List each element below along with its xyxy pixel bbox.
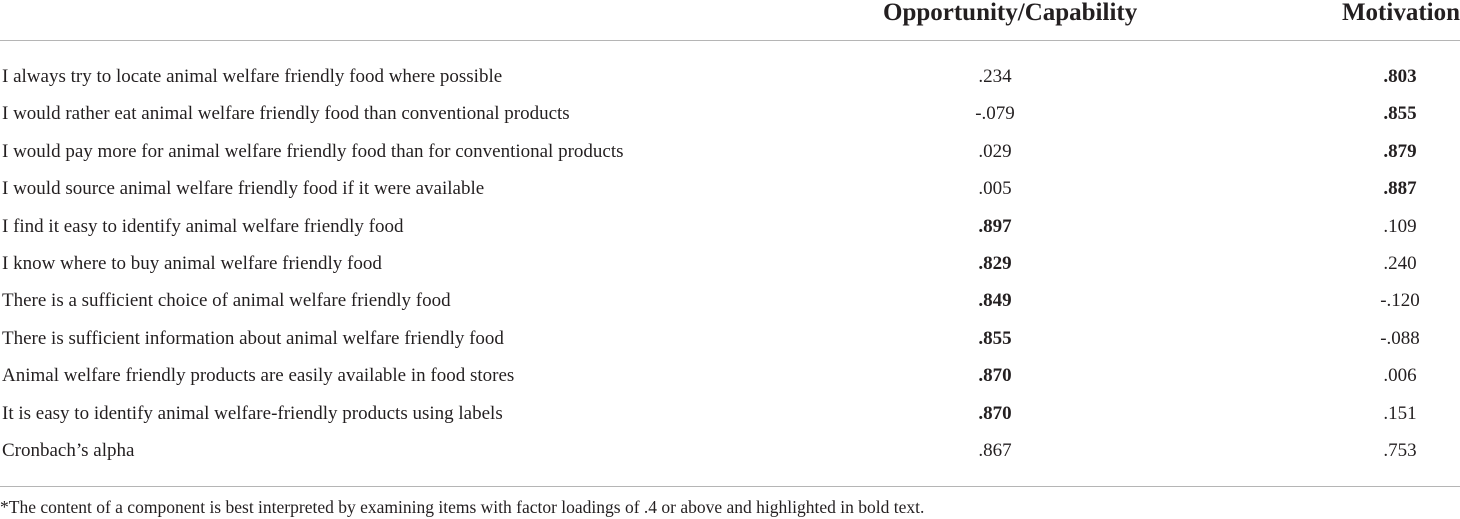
row-label: It is easy to identify animal welfare-friendly products using labels <box>2 402 503 424</box>
opportunity-capability-cell: .870 <box>978 402 1012 424</box>
row-label: I would pay more for animal welfare friendly food than for conventional products <box>2 140 624 162</box>
table-row <box>0 170 1460 207</box>
opportunity-capability-cell: .897 <box>978 215 1012 237</box>
column-header-opportunity-capability: Opportunity/Capability <box>883 0 1138 26</box>
motivation-cell: .240 <box>1383 253 1417 274</box>
opportunity-capability-cell: -.079 <box>975 103 1015 125</box>
column-header-motivation: Motivation <box>1341 0 1460 26</box>
opportunity-capability-cell: .029 <box>978 140 1012 162</box>
motivation-cell: .006 <box>1383 365 1417 387</box>
opportunity-capability-cell: .870 <box>978 365 1012 387</box>
header-rule <box>0 40 1460 41</box>
opportunity-capability-cell: .234 <box>978 66 1012 87</box>
table-row <box>0 432 1460 469</box>
table-row <box>0 357 1460 394</box>
table-row <box>0 133 1460 170</box>
motivation-cell: .887 <box>1383 178 1417 200</box>
motivation-cell: -.120 <box>1380 290 1420 312</box>
table-row <box>0 58 1460 95</box>
opportunity-capability-cell: .829 <box>978 253 1012 274</box>
row-label: Animal welfare friendly products are easily available in food stores <box>2 365 515 387</box>
motivation-cell: .879 <box>1383 140 1417 162</box>
motivation-cell: .803 <box>1383 66 1417 87</box>
opportunity-capability-cell: .867 <box>978 440 1012 461</box>
row-label: I would source animal welfare friendly food if it were available <box>2 178 485 200</box>
row-label: There is a sufficient choice of animal welfare friendly food <box>2 290 451 312</box>
opportunity-capability-cell: .849 <box>978 290 1012 312</box>
opportunity-capability-cell: .005 <box>978 178 1012 200</box>
motivation-cell: .855 <box>1383 103 1417 125</box>
table-row <box>0 208 1460 245</box>
table-row <box>0 95 1460 132</box>
motivation-cell: -.088 <box>1380 327 1420 349</box>
table-row <box>0 282 1460 319</box>
footer-rule <box>0 486 1460 487</box>
row-label: There is sufficient information about animal welfare friendly food <box>2 327 504 349</box>
table-row <box>0 245 1460 282</box>
row-label: I always try to locate animal welfare friendly food where possible <box>2 66 503 87</box>
table-footnote: *The content of a component is best interpreted by examining items with factor loadings of .4 or above and highlighted in bold text. <box>0 497 925 517</box>
opportunity-capability-cell: .855 <box>978 327 1012 349</box>
row-label: I find it easy to identify animal welfare friendly food <box>2 215 404 237</box>
row-label: Cronbach’s alpha <box>2 440 135 461</box>
table-row <box>0 395 1460 432</box>
table-row <box>0 320 1460 357</box>
motivation-cell: .753 <box>1383 440 1417 461</box>
row-label: I know where to buy animal welfare friendly food <box>2 253 382 274</box>
motivation-cell: .151 <box>1383 402 1417 424</box>
motivation-cell: .109 <box>1383 215 1417 237</box>
row-label: I would rather eat animal welfare friendly food than conventional products <box>2 103 570 125</box>
